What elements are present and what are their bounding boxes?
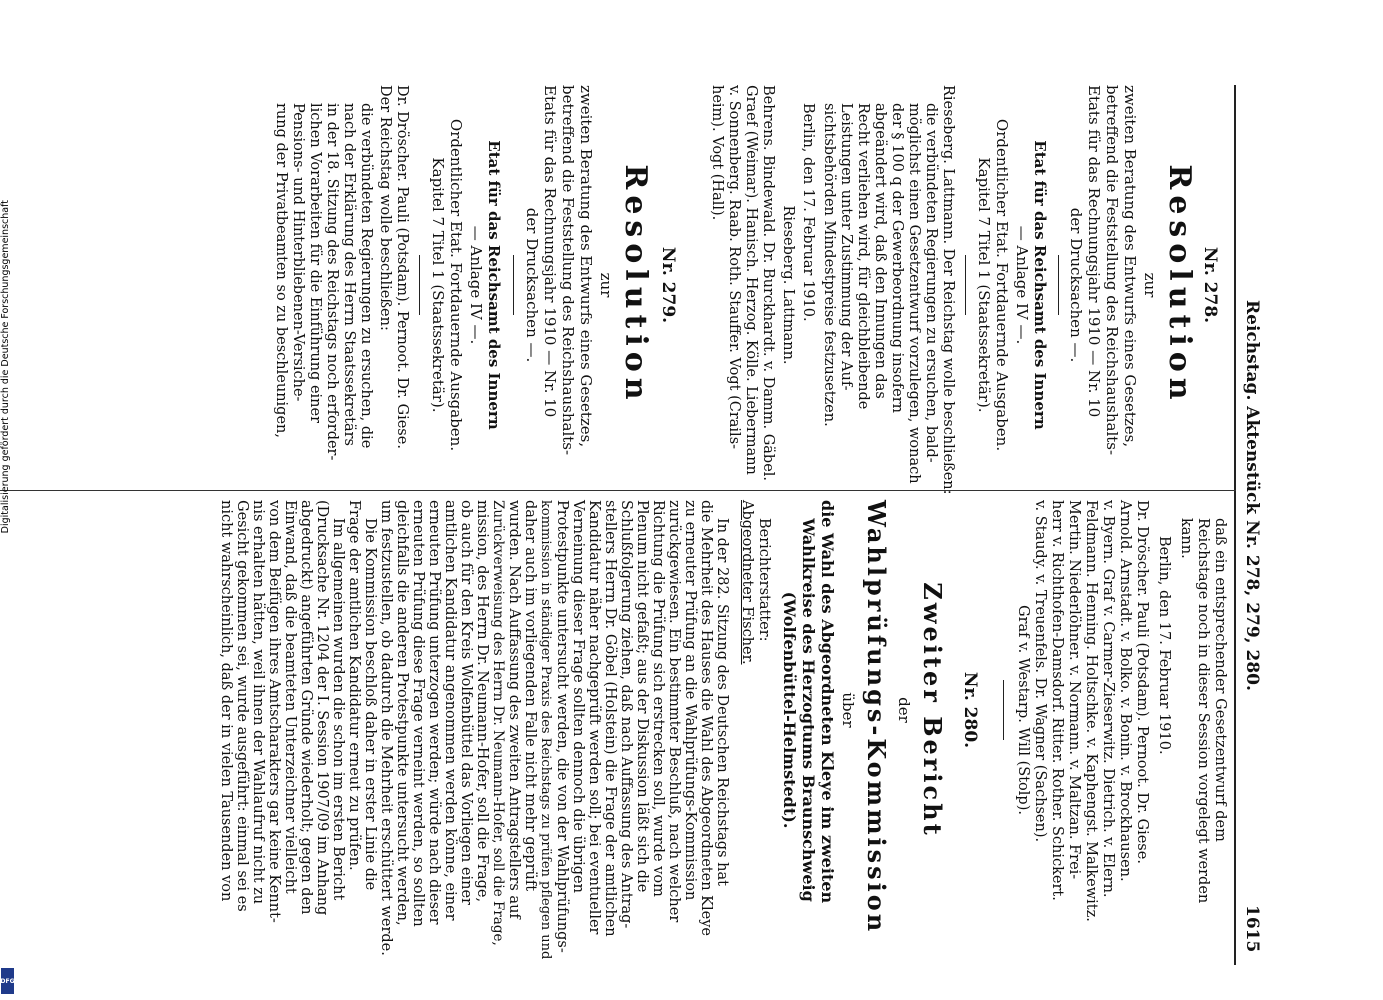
nr-280-body-3: zu erneuter Prüfung an die Wahlprüfungs-Kommission <box>682 500 698 901</box>
nr-278-anlage: — Anlage IV —. <box>1013 225 1031 345</box>
nr-280-subject-2: Wahlkreise des Herzogtums Braunschweig <box>799 518 818 902</box>
nr-280-body-16: mission, des Herrn Dr. Neumann-Hofer, soll die Frage, <box>474 500 490 903</box>
nr-278-body-4: der Drucksachen —. <box>1067 207 1085 363</box>
nr-280-der: der <box>895 697 913 723</box>
nr-280-body-20: erneuten Prüfung diese Frage verneint werden, so sollten <box>410 500 426 927</box>
nr-280-body-31: Gesicht gekommen sei, wurde ausgeführt: einmal sei es <box>234 500 250 912</box>
nr-280-number: Nr. 280. <box>960 671 980 749</box>
nr-280-body-13: daher auch im vorliegenden Falle nicht mehr geprüft <box>522 500 538 892</box>
continuation-line-1: daß ein entsprechender Gesetzentwurf dem <box>1212 518 1228 842</box>
nr-278-signers-4: heim). Vogt (Hall). <box>709 85 725 221</box>
nr-280-body-2: die Mehrheit des Hauses die Wahl des Abgeordneten Kleye <box>698 500 714 936</box>
nr-279-short-rule-2 <box>419 255 420 315</box>
nr-278-resolution-line-5: abgeändert wird, daß den Innungen das <box>872 103 888 399</box>
right-column <box>0 500 1236 960</box>
nr-278-resolution-line-7: Leistungen unter Zustimmung der Auf- <box>838 103 854 391</box>
nr-280-reporter: Abgeordneter Fischer. <box>739 500 755 665</box>
right-signers-3: v. Byern. Graf v. Carmer-Zieserwitz. Dietrich. v. Elern. <box>1100 500 1116 898</box>
right-signers-8: Graf v. Westarp. Will (Stolp). <box>1015 605 1031 815</box>
nr-278-signers-3: v. Sonnenberg. Raab. Roth. Stauffer. Vogt (Crails- <box>726 85 742 450</box>
nr-279-resolution-line-7: Pensions- und Hinterbliebenen-Versiche- <box>290 103 306 402</box>
nr-280-body-29: von dem Beifügen ihres Amtscharakters gar keine Kennt- <box>266 500 282 923</box>
nr-280-body-19: erneuten Prüfung unterzogen werden; würde nach dieser <box>426 500 442 925</box>
nr-280-body-18: amtlichen Kandidatur angenommen werden könne, einer <box>442 500 458 921</box>
nr-279-kapitel: Kapitel 7 Titel 1 (Staatssekretär). <box>429 157 447 413</box>
nr-278-resolution-line-4: der § 100 q der Gewerbeordnung insofern <box>889 103 905 414</box>
nr-279-resolution-line-2: Der Reichstag wolle beschließen: <box>377 85 393 331</box>
nr-280-body-32: nicht wahrscheinlich, daß der in vielen Tausenden von <box>218 500 234 902</box>
continuation-line-2: Reichstage noch in dieser Session vorgelegt werden <box>1195 518 1211 904</box>
nr-278-body-2: betreffend die Feststellung des Reichshaushalts- <box>1103 85 1121 456</box>
nr-280-body-17: ob auch für den Kreis Wolfenbüttel das Vorliegen einer <box>458 500 474 905</box>
nr-278-short-rule-2 <box>965 255 966 315</box>
nr-278-resolution-line-3: möglichst einen Gesetzentwurf vorzulegen, wonach <box>906 103 922 484</box>
right-signers-1: Dr. Dröscher. Pauli (Potsdam). Pernoot. Dr. Giese. <box>1134 500 1150 864</box>
nr-278-zur: zur <box>1141 272 1159 298</box>
nr-279-anlage: — Anlage IV —. <box>467 225 485 345</box>
nr-280-body-6: Plenum nicht gefaßt; aus der Diskussion läßt sich die <box>634 500 650 893</box>
nr-280-body-30: nis erhalten hätten, weil ihnen der Wahlaufruf nicht zu <box>250 500 266 905</box>
nr-278-resolution-line-2: die verbündeten Regierungen zu ersuchen, bald- <box>923 103 939 463</box>
nr-278-number: Nr. 278. <box>1200 246 1220 324</box>
dfg-logo: DFG <box>1 968 14 994</box>
nr-280-subject-3: (Wolfenbüttel-Helmstedt). <box>780 591 799 829</box>
right-signers-6: herr v. Richthofen-Damsdorf. Ritter. Rother. Schickert. <box>1049 500 1065 901</box>
nr-279-body-3: Etats für das Rechnungsjahr 1910 — Nr. 10 <box>541 85 559 418</box>
nr-278-body-3: Etats für das Rechnungsjahr 1910 — Nr. 10 <box>1085 85 1103 418</box>
nr-280-body-28: Einwand, daß die beamteten Unterzeichner vielleicht <box>282 500 298 894</box>
nr-279-body-2: betreffend die Feststellung des Reichshaushalts- <box>559 85 577 456</box>
right-date: Berlin, den 17. Februar 1910. <box>1156 536 1172 755</box>
left-column <box>0 85 1236 495</box>
nr-279-ausgaben: Ordentlicher Etat. Fortdauernde Ausgaben. <box>447 118 465 452</box>
right-short-rule <box>1003 680 1004 740</box>
nr-280-body-25: Im allgemeinen wurden die schon im ersten Bericht <box>330 518 346 901</box>
nr-280-ueber: über <box>839 692 857 728</box>
nr-279-etat: Etat für das Reichsamt des Innern <box>485 140 503 430</box>
nr-278-signers-1: Behrens. Bindewald. Dr. Burckhardt. v. Damm. Gäbel. <box>760 85 776 482</box>
nr-279-resolution-line-1: Dr. Dröscher. Pauli (Potsdam). Pernoot. Dr. Giese. <box>394 85 410 449</box>
nr-280-body-11: Protestpunkte untersucht werden, die von der Wahlprüfungs- <box>554 500 570 953</box>
nr-279-resolution-line-4: nach der Erklärung des Herrn Staatssekretärs <box>341 103 357 446</box>
nr-280-body-9: Kandidatur näher nachgeprüft werden soll; bei eventueller <box>586 500 602 935</box>
nr-280-body-22: um festzustellen, ob dadurch die Mehrheit erschüttert werde. <box>378 500 394 956</box>
nr-280-body-21: gleichfalls die anderen Protestpunkte untersucht werden, <box>394 500 410 926</box>
nr-278-title: Resolution <box>1162 164 1197 406</box>
continuation-line-3: kann. <box>1178 518 1194 559</box>
nr-280-body-23: Die Kommission beschloß daher in erster Linie die <box>362 518 378 891</box>
nr-279-resolution-line-8: rung der Privatbeamten so zu beschleunigen, <box>273 103 289 438</box>
nr-279-body-4: der Drucksachen —. <box>523 207 541 363</box>
nr-279-resolution-line-6: lichen Vorarbeiten für die Einführung einer <box>307 103 323 424</box>
column-divider <box>0 490 1236 491</box>
nr-279-short-rule <box>513 255 514 315</box>
nr-279-title: Resolution <box>618 164 653 406</box>
nr-280-body-12: kommission in ständiger Praxis des Reichstags zu prüfen pflegen und <box>538 500 553 960</box>
nr-280-body-15: Zurückverweisung des Herrn Dr. Neumann-Hofer, soll die Frage, <box>490 500 506 946</box>
nr-278-resolution-line-6: Recht verliehen wird, für gleichbleibende <box>855 103 871 410</box>
nr-278-etat: Etat für das Reichsamt des Innern <box>1031 140 1049 430</box>
nr-280-body-7: Schlußfolgerung ziehen, daß nach Auffassung des Antrag- <box>618 500 634 929</box>
nr-278-body-1: zweiten Beratung des Entwurfs eines Gesetzes, <box>1121 85 1139 448</box>
right-signers-5: Mertin. Niederlöhner. v. Normann. v. Maltzan. Frei- <box>1066 500 1082 880</box>
nr-278-signers-head: Rieseberg. Lattmann. <box>780 205 796 365</box>
nr-278-ausgaben: Ordentlicher Etat. Fortdauernde Ausgaben. <box>993 118 1011 452</box>
nr-280-body-1: In der 282. Sitzung des Deutschen Reichstags hat <box>714 518 730 886</box>
nr-280-body-10: Verneinung dieser Frage sollten dennoch die übrigen <box>570 500 586 893</box>
nr-280-body-8: stellers Herrn Dr. Göbel (Holstein) die Frage der amtlichen <box>602 500 618 937</box>
nr-279-number: Nr. 279. <box>658 246 678 324</box>
nr-280-body-27: abgedruckt) angeführten Gründe wiederholt; gegen den <box>298 500 314 915</box>
nr-280-body-4: zurückgewiesen. Ein bestimmter Beschluß, nach welcher <box>666 500 682 923</box>
page-number: 1615 <box>1242 905 1262 953</box>
nr-280-subject-1: die Wahl des Abgeordneten Kleye im zweiten <box>818 500 837 904</box>
nr-280-body-26: (Drucksache Nr. 1204 der I. Session 1907/09 im Anhang <box>314 500 330 916</box>
nr-279-body-1: zweiten Beratung des Entwurfs eines Gesetzes, <box>577 85 595 448</box>
nr-280-body-24: Frage der amtlichen Kandidatur erneut zu prüfen. <box>346 500 362 871</box>
nr-278-resolution-line-1: Rieseberg. Lattmann. Der Reichstag wolle beschließen: <box>940 85 956 495</box>
right-signers-2: Arnold. Arnstadt. v. Bolko. v. Bonin. v. Brockhausen. <box>1117 500 1133 882</box>
nr-278-kapitel: Kapitel 7 Titel 1 (Staatssekretär). <box>975 157 993 413</box>
nr-279-resolution-line-3: die verbündeten Regierungen zu ersuchen, die <box>358 103 374 449</box>
nr-279-zur: zur <box>597 272 615 298</box>
page-header-title: Reichstag. Aktenstück Nr. 278, 279, 280. <box>1242 300 1262 691</box>
nr-278-signers-2: Graef (Weimar). Hanisch. Herzog. Kölle. Liebermann <box>743 85 759 475</box>
nr-280-title: Zweiter Bericht <box>918 582 947 838</box>
nr-278-date: Berlin, den 17. Februar 1910. <box>800 103 816 322</box>
digitization-note: Digitalisierung gefördert durch die Deutsche Forschungsgemeinschaft <box>0 200 11 534</box>
nr-280-body-14: wurden. Nach Auffassung des zweiten Antragstellers auf <box>506 500 522 919</box>
right-signers-4: Feldmann. Henning. Holtschke. v. Kaphengst. Malkewitz. <box>1083 500 1099 922</box>
digitization-footer <box>0 0 22 1000</box>
nr-278-short-rule <box>1058 255 1059 315</box>
right-signers-7: v. Staudy. v. Treuenfels. Dr. Wagner (Sachsen). <box>1032 500 1048 843</box>
nr-278-resolution-line-8: sichtsbehörden Mindestpreise festzusetzen. <box>821 103 837 427</box>
nr-280-reporter-label: Berichterstatter: <box>756 518 772 642</box>
nr-280-kommission: Wahlprüfungs-Kommission <box>862 500 891 935</box>
nr-279-resolution-line-5: in der 18. Sitzung des Reichstags noch erforder- <box>324 103 340 461</box>
nr-280-body-5: Richtung die Prüfung sich erstrecken soll, wurde vom <box>650 500 666 897</box>
